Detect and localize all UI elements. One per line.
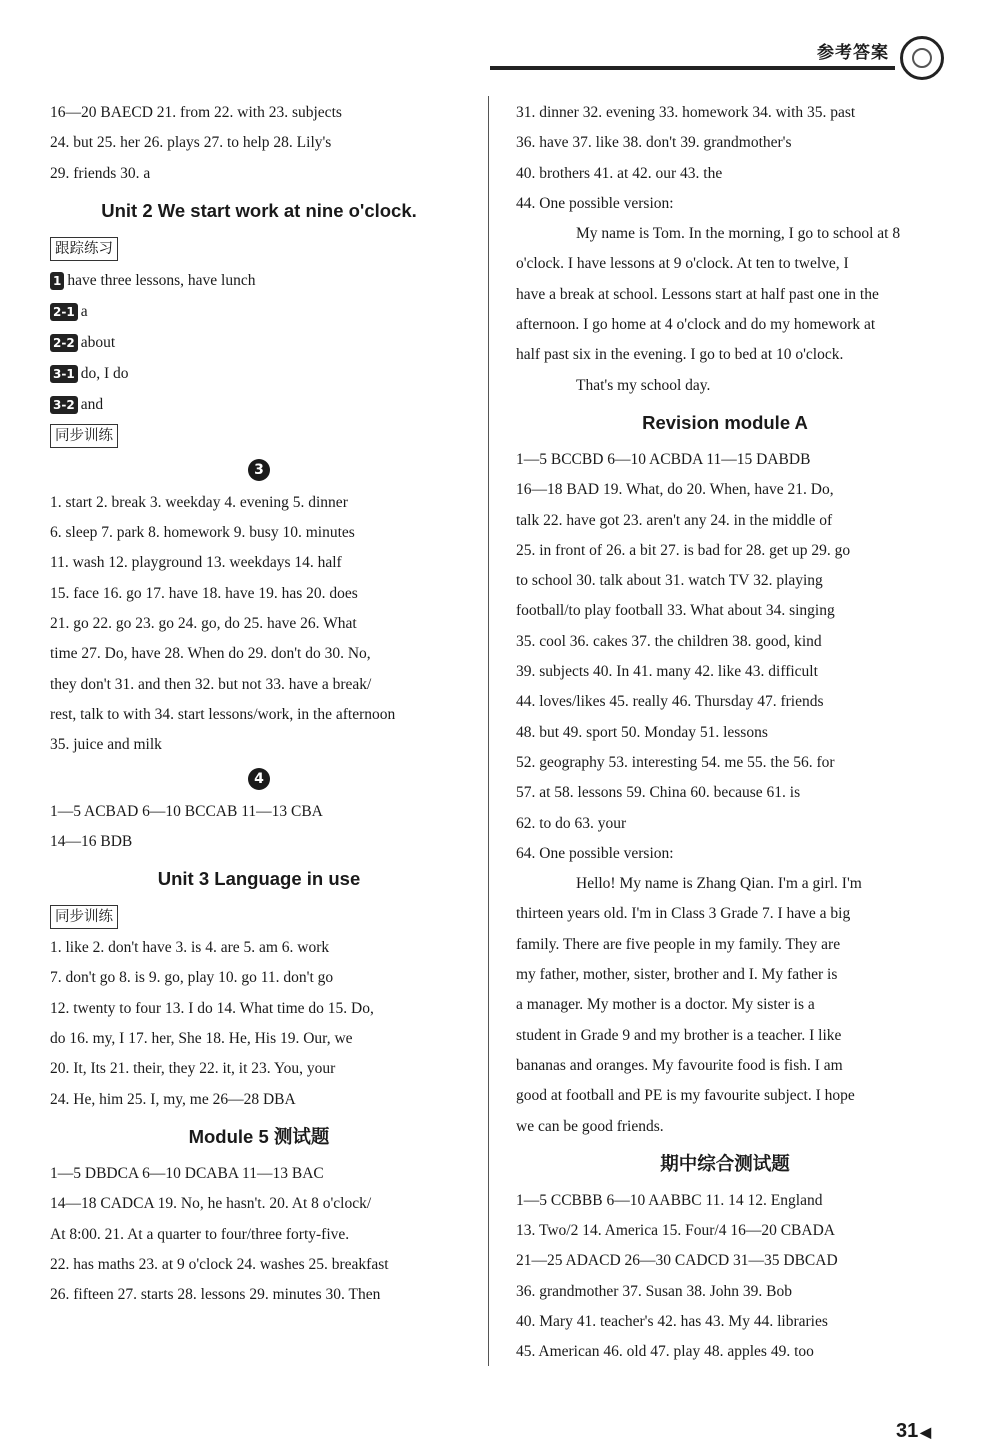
exercise-label-box: 同步训练 — [50, 905, 118, 929]
answer-line: student in Grade 9 and my brother is a teacher. I like — [516, 1026, 842, 1044]
answer-line: half past six in the evening. I go to bed at 10 o'clock. — [516, 346, 844, 364]
sub-item — [50, 327, 468, 358]
sub-item — [50, 296, 468, 327]
answer-line: good at football and PE is my favourite subject. I hope — [516, 1087, 855, 1105]
answer-line: 6. sleep 7. park 8. homework 9. busy 10. minutes — [50, 524, 355, 542]
page-number: 31 ◀ — [896, 1420, 932, 1442]
answer-line: o'clock. I have lessons at 9 o'clock. At ten to twelve, I — [516, 255, 849, 273]
sub-item-text: about — [80, 333, 116, 351]
answer-line: At 8:00. 21. At a quarter to four/three forty-five. — [50, 1225, 350, 1243]
answer-line: 57. at 58. lessons 59. China 60. because 61. is — [516, 784, 801, 802]
answer-line: family. There are five people in my family. They are — [516, 935, 841, 953]
logo-icon — [900, 36, 944, 80]
exercise-label — [50, 233, 468, 265]
answer-line: we can be good friends. — [516, 1117, 664, 1135]
arrow-icon: ◀ — [920, 1424, 932, 1440]
answer-line: 31. dinner 32. evening 33. homework 34. with 35. past — [516, 104, 856, 121]
answer-line: 14—16 BDB — [50, 832, 133, 850]
answer-line: 22. has maths 23. at 9 o'clock 24. washes 25. breakfast — [50, 1255, 389, 1273]
answer-line: my father, mother, sister, brother and I. My father is — [516, 966, 838, 984]
answer-line: 15. face 16. go 17. have 18. have 19. has 20. does — [50, 584, 358, 602]
answer-line: 62. to do 63. your — [516, 814, 627, 832]
answer-line: 26. fifteen 27. starts 28. lessons 29. minutes 30. Then — [50, 1286, 381, 1304]
answer-line: 7. don't go 8. is 9. go, play 10. go 11. don't go — [50, 969, 334, 987]
answer-line: 24. but 25. her 26. plays 27. to help 28. Lily's — [50, 134, 332, 152]
exercise-label — [50, 420, 468, 452]
answer-line: 39. subjects 40. In 41. many 42. like 43. difficult — [516, 663, 818, 681]
column-divider — [488, 96, 489, 1366]
sub-item — [50, 265, 468, 296]
circled-number — [50, 761, 468, 797]
answer-line: 14—18 CADCA 19. No, he hasn't. 20. At 8 o'clock/ — [50, 1195, 372, 1213]
answer-line: 24. He, him 25. I, my, me 26—28 DBA — [50, 1090, 296, 1108]
exercise-label-box: 同步训练 — [50, 424, 118, 448]
left-column — [50, 98, 468, 1310]
sub-item-text: and — [80, 395, 104, 413]
answer-line: they don't 31. and then 32. but not 33. have a break/ — [50, 675, 372, 693]
answer-line: 21—25 ADACD 26—30 CADCD 31—35 DBCAD — [516, 1252, 838, 1270]
answer-line: to school 30. talk about 31. watch TV 32. playing — [516, 572, 823, 590]
circled-number-icon: 4 — [248, 768, 270, 790]
sub-item-badge: 1 — [50, 272, 64, 290]
sub-item — [50, 358, 468, 389]
answer-line: football/to play football 33. What about 34. singing — [516, 602, 835, 620]
answer-line: have a break at school. Lessons start at half past one in the — [516, 285, 879, 303]
page-header — [490, 30, 950, 80]
right-column — [516, 98, 934, 1368]
sub-item-badge: 3-2 — [50, 396, 78, 414]
sub-item-badge: 2-2 — [50, 334, 78, 352]
answer-line: 52. geography 53. interesting 54. me 55. the 56. for — [516, 753, 835, 771]
sub-item — [50, 389, 468, 420]
answer-line: 29. friends 30. a — [50, 164, 151, 182]
answer-line: 21. go 22. go 23. go 24. go, do 25. have 26. What — [50, 615, 357, 633]
answer-line: time 27. Do, have 28. When do 29. don't do 30. No, — [50, 645, 371, 663]
header-rule — [490, 66, 895, 70]
answer-line: 1—5 DBDCA 6—10 DCABA 11—13 BAC — [50, 1164, 324, 1182]
answer-line: 11. wash 12. playground 13. weekdays 14. half — [50, 554, 342, 572]
answer-line: 35. cool 36. cakes 37. the children 38. good, kind — [516, 632, 822, 650]
section-heading: 期中综合测试题 — [660, 1152, 790, 1174]
sub-item-text: do, I do — [80, 364, 129, 382]
answer-line: 36. grandmother 37. Susan 38. John 39. Bob — [516, 1282, 792, 1300]
answer-line: 1—5 BCCBD 6—10 ACBDA 11—15 DABDB — [516, 450, 811, 468]
answer-line: 20. It, Its 21. their, they 22. it, it 23. You, your — [50, 1060, 336, 1078]
answer-line: 13. Two/2 14. America 15. Four/4 16—20 CBADA — [516, 1222, 835, 1240]
sub-item-badge: 3-1 — [50, 365, 78, 383]
answer-line: 40. Mary 41. teacher's 42. has 43. My 44. libraries — [516, 1312, 828, 1330]
section-heading: Unit 2 We start work at nine o'clock. — [101, 199, 417, 221]
answer-line: Hello! My name is Zhang Qian. I'm a girl. I'm — [576, 875, 862, 893]
answer-line: 45. American 46. old 47. play 48. apples 49. too — [516, 1343, 814, 1361]
answer-line: 1. like 2. don't have 3. is 4. are 5. am 6. work — [50, 939, 330, 957]
exercise-label — [50, 901, 468, 933]
sub-item-badge: 2-1 — [50, 303, 78, 321]
answer-line: 64. One possible version: — [516, 844, 674, 862]
answer-line: 36. have 37. like 38. don't 39. grandmother's — [516, 134, 792, 152]
answer-line: 44. One possible version: — [516, 194, 674, 212]
answer-line: 25. in front of 26. a bit 27. is bad for 28. get up 29. go — [516, 541, 851, 559]
answer-line: 1. start 2. break 3. weekday 4. evening 5. dinner — [50, 493, 348, 511]
answer-line: 12. twenty to four 13. I do 14. What time do 15. Do, — [50, 999, 374, 1017]
answer-line: 40. brothers 41. at 42. our 43. the — [516, 164, 723, 182]
section-heading: Module 5 测试题 — [188, 1125, 330, 1147]
sub-item-text: a — [80, 302, 88, 320]
section-heading: Unit 3 Language in use — [157, 868, 361, 890]
answer-line: 44. loves/likes 45. really 46. Thursday 47. friends — [516, 693, 824, 711]
answer-line: 16—18 BAD 19. What, do 20. When, have 21. Do, — [516, 481, 834, 499]
circled-number — [50, 452, 468, 488]
exercise-label-box: 跟踪练习 — [50, 237, 118, 261]
circled-number-icon: 3 — [248, 459, 270, 481]
section-heading: Revision module A — [642, 411, 808, 433]
answer-line: bananas and oranges. My favourite food is fish. I am — [516, 1056, 843, 1074]
answer-line: 1—5 CCBBB 6—10 AABBC 11. 14 12. England — [516, 1191, 823, 1209]
answer-line: a manager. My mother is a doctor. My sister is a — [516, 996, 815, 1014]
answer-line: 16—20 BAECD 21. from 22. with 23. subjects — [50, 104, 342, 121]
answer-line: do 16. my, I 17. her, She 18. He, His 19. Our, we — [50, 1030, 353, 1048]
answer-line: My name is Tom. In the morning, I go to school at 8 — [576, 225, 901, 243]
sub-item-text: have three lessons, have lunch — [67, 271, 256, 289]
answer-line: That's my school day. — [576, 376, 711, 394]
answer-line: afternoon. I go home at 4 o'clock and do my homework at — [516, 316, 876, 334]
answer-key-tag: 参考答案 — [814, 38, 892, 63]
answer-line: rest, talk to with 34. start lessons/work, in the afternoon — [50, 705, 396, 723]
answer-line: thirteen years old. I'm in Class 3 Grade 7. I have a big — [516, 905, 851, 923]
answer-line: talk 22. have got 23. aren't any 24. in the middle of — [516, 511, 833, 529]
answer-line: 1—5 ACBAD 6—10 BCCAB 11—13 CBA — [50, 802, 323, 820]
answer-line: 48. but 49. sport 50. Monday 51. lessons — [516, 723, 768, 741]
answer-line: 35. juice and milk — [50, 736, 162, 754]
